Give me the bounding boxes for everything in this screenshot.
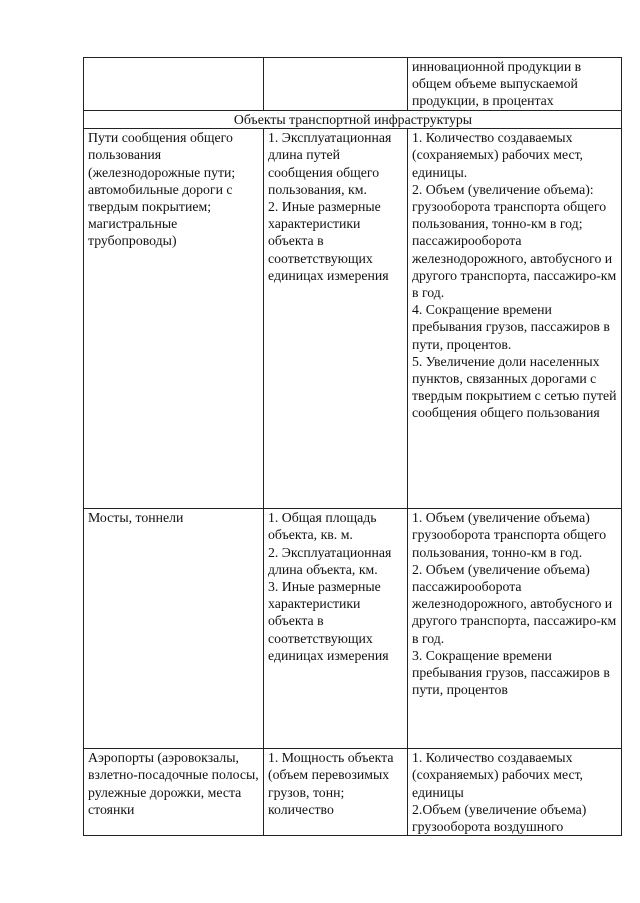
list-item: 4. Сокращение времени пребывания грузов, пассажиров в пути, процентов. bbox=[412, 302, 610, 352]
list-item: 1. Количество создаваемых (сохраняемых) рабочих мест, единицы bbox=[412, 750, 584, 800]
table-row bbox=[84, 129, 622, 509]
list-item: 3. Сокращение времени пребывания грузов, пассажиров в пути, процентов bbox=[412, 647, 610, 698]
list-item: 1. Эксплуатационная длина путей сообщения общего пользования, км. bbox=[268, 130, 392, 197]
object-characteristics-cell bbox=[264, 749, 408, 836]
section-row bbox=[84, 111, 622, 129]
list-item: 2.Объем (увеличение объема) грузооборота воздушного bbox=[412, 801, 587, 835]
list-item: 2. Эксплуатационная длина объекта, км. bbox=[268, 544, 392, 577]
table-cell bbox=[264, 58, 408, 111]
indicators-cell bbox=[408, 509, 622, 749]
object-type-cell: Пути сообщения общего пользования (железнодорожные пути; автомобильные дороги с твердым покрытием; магистральные трубопроводы) bbox=[84, 129, 264, 509]
table-cell bbox=[84, 58, 264, 111]
indicators-cell bbox=[408, 749, 622, 836]
list-item: 2. Иные размерные характеристики объекта в соответствующих единицах измерения bbox=[268, 199, 389, 283]
table-row bbox=[84, 58, 622, 111]
list-item: 2. Объем (увеличение объема) пассажирооборота железнодорожного, автобусного и другого транспорта, пассажиро-км в год. bbox=[412, 561, 617, 646]
list-item: 1. Объем (увеличение объема) грузооборота транспорта общего пользования, тонно-км в год. bbox=[412, 510, 607, 560]
table-row bbox=[84, 509, 622, 749]
indicators-cell bbox=[408, 129, 622, 509]
list-item: 2. Объем (увеличение объема): грузооборота транспорта общего пользования, тонно-км в год; пассажирооборота железнодорожного, автобусного и другого транспорта, пассажиро-км в год. bbox=[412, 181, 617, 301]
list-item: 1. Общая площадь объекта, кв. м. bbox=[268, 510, 377, 543]
list-item: 3. Иные размерные характеристики объекта в соответствующих единицах измерения bbox=[268, 579, 389, 663]
object-type-cell: Мосты, тоннели bbox=[84, 509, 264, 749]
object-type-cell: Аэропорты (аэровокзалы, взлетно-посадочные полосы, рулежные дорожки, места стоянки bbox=[84, 749, 264, 836]
section-title: Объекты транспортной инфраструктуры bbox=[84, 111, 622, 129]
list-item: 1. Мощность объекта (объем перевозимых грузов, тонн; количество bbox=[268, 750, 394, 817]
table-row bbox=[84, 749, 622, 836]
list-item: 1. Количество создаваемых (сохраняемых) рабочих мест, единицы. bbox=[412, 130, 584, 180]
object-characteristics-cell bbox=[264, 509, 408, 749]
object-characteristics-cell bbox=[264, 129, 408, 509]
list-item: 5. Увеличение доли населенных пунктов, связанных дорогами с твердым покрытием с сетью путей сообщения общего пользования bbox=[412, 353, 617, 421]
indicators-table bbox=[83, 57, 622, 836]
table-cell: инновационной продукции в общем объеме выпускаемой продукции, в процентах bbox=[408, 58, 622, 111]
